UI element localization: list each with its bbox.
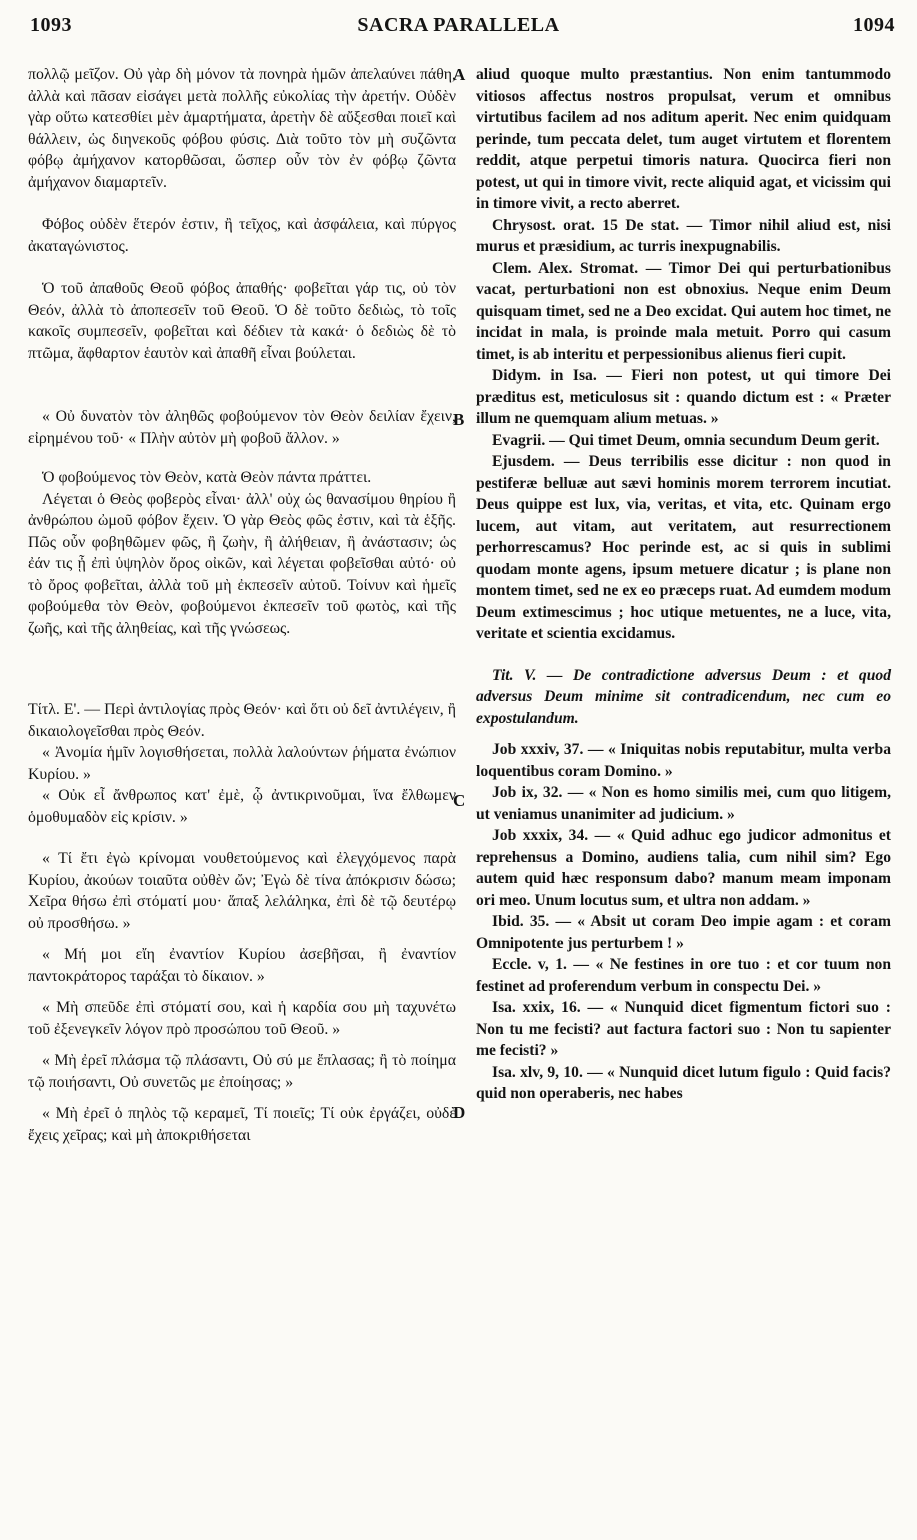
latin-paragraph: Ejusdem. — Deus terribilis esse dicitur : non quod in pestiferæ belluæ aut sævi hominis morem terrorem incutiat. Deus quippe est lux, via, veritas, et vita, etc. Quinam ergo lucem, aut vitam, aut veritatem, aut resurrectionem perhorrescamus? Hoc perinde est, ac si quis in sublimi quodam monte agens, ipsum metuere dicatur ; is plane non montem timet, sed ne ex eo præceps ruat. Ad eumdem modum Deum extimescimus ; hoc utique metuentes, ne a luce, vita, veritate et scientia excidamus. — [476, 453, 891, 642]
latin-quote: Job xxxiv, 37. — « Iniquitas nobis reputabitur, multa verba loquentibus coram Domino. » — [476, 741, 891, 780]
greek-quote: « Οὐκ εἶ ἄνθρωπος κατ' ἐμὲ, ᾧ ἀντικρινοῦμαι, ἵνα ἔλθωμεν ὁμοθυμαδὸν εἰς κρίσιν. » — [28, 787, 456, 826]
greek-paragraph: πολλῷ μεῖζον. Οὐ γὰρ δὴ μόνον τὰ πονηρὰ ἡμῶν ἀπελαύνει πάθη, ἀλλὰ καὶ πᾶσαν εἰσάγει μετὰ πολλῆς εὐκολίας τὴν ἀρετήν. Οὐδὲν γὰρ οὕτω κατεσθίει μὲν ἁμαρτήματα, ἀρετὴν δὲ αὔξεσθαι ποιεῖ καὶ θάλλειν, ὡς διηνεκοῦς φόβου φύσις. Διὰ τοῦτο τὸν μὴ συζῶντα φόβῳ ἀμήχανον κατορθῶσαι, ὥσπερ οὖν τὸν ἐν φόβῳ ζῶντα ἀμήχανον διαμαρτεῖν. — [28, 66, 456, 191]
margin-letter-a: A — [453, 65, 466, 84]
left-page-number: 1093 — [30, 14, 72, 36]
latin-quote: Eccle. v, 1. — « Ne festines in ore tuo : et cor tuum non festinet ad proferendum verbum in conspectu Dei. » — [476, 956, 891, 995]
greek-paragraph: « Οὐ δυνατὸν τὸν ἀληθῶς φοβούμενον τὸν Θεὸν δειλίαν ἔχειν, εἰρημένου τοῦ· « Πλὴν αὐτὸν μὴ φοβοῦ ἄλλον. » — [28, 408, 456, 447]
latin-column — [476, 64, 891, 1105]
greek-quote: « Ἀνομία ἡμῖν λογισθήσεται, πολλὰ λαλούντων ῥήματα ἐνώπιον Κυρίου. » — [28, 744, 456, 783]
right-page-number: 1094 — [853, 14, 895, 36]
greek-quote: « Μὴ σπεῦδε ἐπὶ στόματί σου, καὶ ἡ καρδία σου μὴ ταχυνέτω τοῦ ἐξενεγκεῖν λόγον πρὸ προσώπου τοῦ Θεοῦ. » — [28, 999, 456, 1038]
greek-quote: « Μὴ ἐρεῖ πλάσμα τῷ πλάσαντι, Οὐ σύ με ἔπλασας; ἢ τὸ ποίημα τῷ ποιήσαντι, Οὐ συνετῶς με ἐποίησας; » — [28, 1052, 456, 1091]
latin-paragraph: aliud quoque multo præstantius. Non enim tantummodo vitiosos affectus nostros propulsat, verum et omnibus virtutibus facilem ad nos aditum aperit. Nec enim quidquam perinde, tum peccata delet, tum auget virtutem et florentem reddit, atque perpetui timoris natura. Quocirca fieri non potest, ut qui in timore vivit, recte aliquid agat, et vicissim qui in timore vivit, a recto aberret. — [476, 66, 891, 212]
greek-paragraph: Ὁ τοῦ ἀπαθοῦς Θεοῦ φόβος ἀπαθής· φοβεῖται γάρ τις, οὐ τὸν Θεόν, ἀλλὰ τὸ ἀποπεσεῖν τοῦ Θεοῦ. Ὁ δὲ τοῦτο δεδιὼς, τὸ τοῖς κακοῖς συμπεσεῖν, φοβεῖται καὶ δέδιεν τὰ κακά· ὁ δεδιὼς δὲ τὸ πτῶμα, ἄφθαρτον ἑαυτὸν καὶ ἀπαθῆ εἶναι βούλεται. — [28, 280, 456, 362]
greek-paragraph: Ὁ φοβούμενος τὸν Θεὸν, κατὰ Θεὸν πάντα πράττει. — [42, 469, 372, 486]
latin-quote: Ibid. 35. — « Absit ut coram Deo impie agam : et coram Omnipotente jus perturbem ! » — [476, 913, 891, 952]
greek-quote: « Μή μοι εἴη ἐναντίον Κυρίου ἀσεβῆσαι, ἢ ἐναντίον παντοκράτορος ταράξαι τὸ δίκαιον. » — [28, 946, 456, 985]
margin-letter-d: D — [453, 1103, 466, 1122]
margin-letter-b: B — [453, 410, 465, 429]
margin-letter-c: C — [453, 791, 466, 810]
latin-quote: Isa. xlv, 9, 10. — « Nunquid dicet lutum figulo : Quid facis? quid non operaberis, nec habes — [476, 1063, 891, 1102]
page-header — [0, 14, 917, 48]
running-title: SACRA PARALLELA — [357, 14, 560, 36]
latin-paragraph: Evagrii. — Qui timet Deum, omnia secundum Deum gerit. — [492, 431, 880, 449]
greek-paragraph: Φόβος οὐδὲν ἕτερόν ἐστιν, ἢ τεῖχος, καὶ ἀσφάλεια, καὶ πύργος ἀκαταγώνιστος. — [28, 216, 456, 255]
greek-quote: « Μὴ ἐρεῖ ὁ πηλὸς τῷ κεραμεῖ, Τί ποιεῖς; Τί οὐκ ἐργάζει, οὐδὲ ἔχεις χεῖρας; καὶ μὴ ἀποκριθήσεται — [28, 1105, 456, 1144]
greek-column — [28, 64, 456, 1146]
latin-quote: Job ix, 32. — « Non es homo similis mei, cum quo litigem, ut veniamus unanimiter ad judicium. » — [476, 784, 891, 823]
latin-quote: Job xxxix, 34. — « Quid adhuc ego judicor admonitus et reprehensus a Domino, audiens talia, cum nihil sim? Ego autem quid hæc responsum dabo? manum meam imponam ori meo. Unum locutus sum, et ultra non addam. » — [476, 827, 891, 909]
latin-paragraph: Chrysost. orat. 15 De stat. — Timor nihil aliud est, nisi murus et præsidium, ac turris inexpugnabilis. — [476, 216, 891, 255]
latin-paragraph: Didym. in Isa. — Fieri non potest, ut qui timore Dei præditus est, meticulosus sit : quando dictum est : « Præter illum ne quemquam alium metuas. » — [476, 367, 891, 427]
latin-section-title: Tit. V. — De contradictione adversus Deum : et quod adversus Deum minime sit contradicendum, nec cum eo expostulandum. — [476, 666, 891, 727]
greek-section-title: Τίτλ. Ε'. — Περὶ ἀντιλογίας πρὸς Θεόν· καὶ ὅτι οὐ δεῖ ἀντιλέγειν, ἢ δικαιολογεῖσθαι πρὸς Θεόν. — [28, 701, 456, 740]
greek-paragraph: Λέγεται ὁ Θεὸς φοβερὸς εἶναι· ἀλλ' οὐχ ὡς θανασίμου θηρίου ἢ ἀνθρώπου ὠμοῦ φόβον ἔχειν. Ὁ γὰρ Θεὸς φῶς ἐστιν, καὶ τὰ ἑξῆς. Πῶς οὖν φοβηθῶμεν φῶς, ἢ ζωὴν, ἢ ἀλήθειαν, ἢ ἀνάστασιν; ὡς ἐάν τις ᾖ ἐπὶ ὑψηλὸν ὄρος οἰκῶν, καὶ λέγεται φοβεῖσθαι αὐτό· οὐ τὸ ὄρος φοβεῖται, ἀλλὰ τοῦ μὴ ἐκπεσεῖν αὐτοῦ. Τοίνυν καὶ ἡμεῖς φοβούμεθα τὸν Θεὸν, φοβούμενοι ἐκπεσεῖν τοῦ φωτὸς, καὶ τῆς ζωῆς, καὶ τῆς ἀληθείας, καὶ τῆς γνώσεως. — [28, 490, 456, 637]
latin-quote: Isa. xxix, 16. — « Nunquid dicet figmentum fictori suo : Non tu me fecisti? aut factura factori suo : Non tu sapienter me fecisti? » — [476, 999, 891, 1059]
latin-paragraph: Clem. Alex. Stromat. — Timor Dei qui perturbationibus vacat, perturbationi non est obnoxius. Neque enim Deum quisquam timet, sed ne a Deo excidat. Qui autem hoc timet, ne incidat in mala, is proinde mala metuit. Porro qui casum timet, is ab interitu et perpessionibus alienus fieri cupit. — [476, 259, 891, 363]
greek-quote: « Τί ἔτι ἐγὼ κρίνομαι νουθετούμενος καὶ ἐλεγχόμενος παρὰ Κυρίου, ἀκούων τοιαῦτα οὐθὲν ὤν; Ἐγὼ δὲ τίνα ἀπόκρισιν δώσω; Χεῖρα θήσω ἐπὶ στόματί μου· ἅπαξ λελάληκα, ἐπὶ δὲ τῷ δευτέρῳ οὐ προσθήσω. » — [28, 850, 456, 932]
